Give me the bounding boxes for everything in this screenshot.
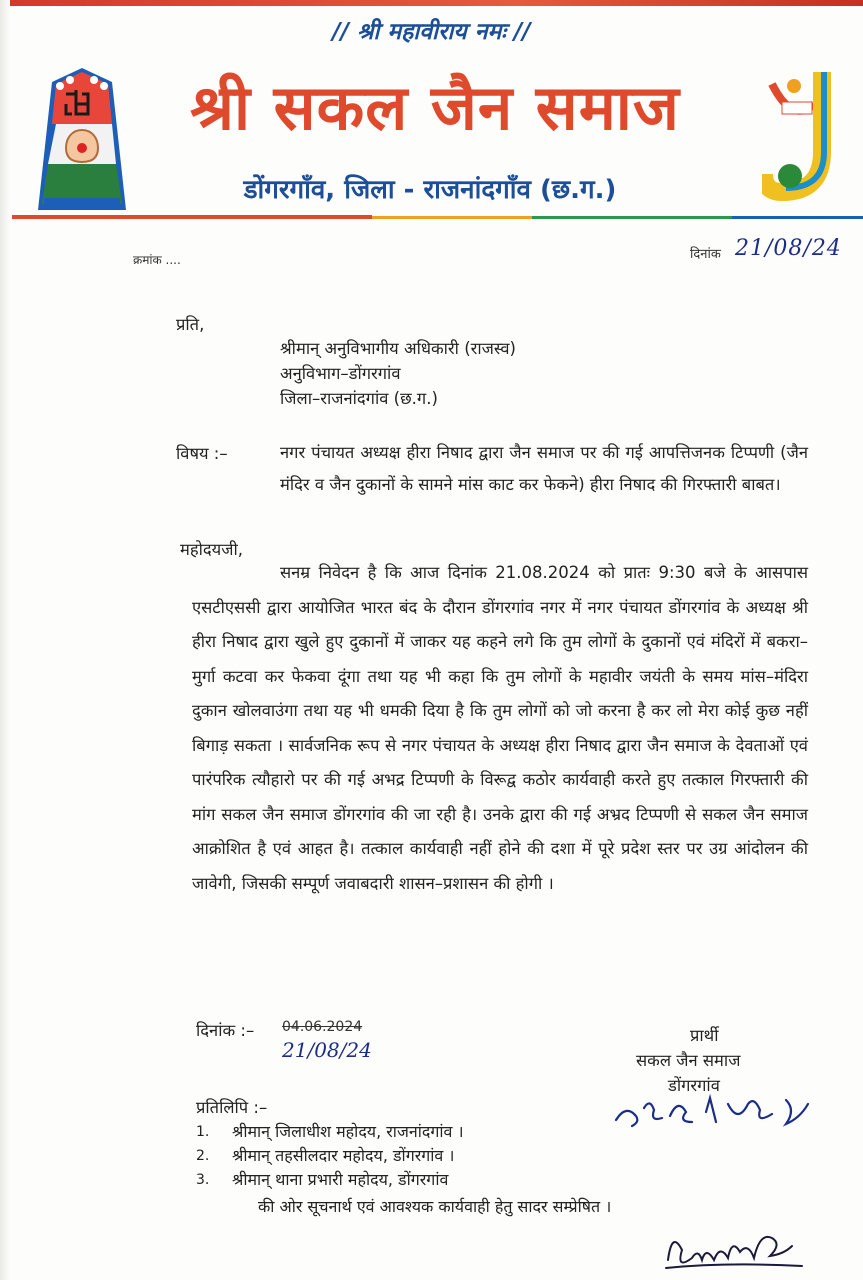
date-label: दिनांक [690, 247, 721, 262]
applicant-label: प्रार्थी [690, 1026, 719, 1045]
second-signature [660, 1220, 810, 1276]
subject-label: विषय :– [176, 444, 228, 463]
closing-handwritten-date: 21/08/24 [282, 1038, 372, 1062]
header-divider [12, 214, 863, 222]
closing-date-label: दिनांक :– [196, 1021, 255, 1040]
body-paragraph: सनम्र निवेदन है कि आज दिनांक 21.08.2024 को प्रातः 9:30 बजे के आसपास एसटीएससी द्वारा आयोजित भारत बंद के दौरान डोंगरगांव नगर में नगर पंचायत डोंगरगांव के अध्यक्ष श्री हीरा निषाद द्वारा खुले हुए दुकानों में जाकर यह कहने लगे कि तुम लोगों के दुकानों एवं मंदिरों में बकरा–मुर्गा कटवा कर फेकवा दूंगा तथा यह भी कहा कि तुम लोगों के महावीर जयंती के समय मांस–मंदिरा दुकान खोलवाउंगा तथा यह भी धमकी दिया है कि तुम लोगों को जो करना है कर लो मेरा कोई कुछ नहीं बिगाड़ सकता । सार्वजनिक रूप से नगर पंचायत के अध्यक्ष हीरा निषाद द्वारा जैन समाज के देवताओं एवं पारंपरिक त्यौहारो पर की गई अभद्र टिप्पणी के विरूद्व कठोर कार्यवाही करते हुए तत्काल गिरफ्तारी की मांग सकल जैन समाज डोंगरगांव की जा रही है। उनके द्वारा की गई अभ्रद टिप्पणी से सकल जैन समाज आक्रोशित है एवं आहत है। तत्काल कार्यवाही नहीं होने की दशा में पूरे प्रदेश स्तर पर उग्र आंदोलन की जावेगी, जिसकी सम्पूर्ण जवाबदारी शासन–प्रशासन की होगी । [192, 563, 808, 893]
organization-name: श्री सकल जैन समाज [190, 71, 680, 144]
copy-item: श्रीमान् थाना प्रभारी महोदय, डोंगरगांव [232, 1170, 449, 1189]
applicant-organization: सकल जैन समाज [636, 1051, 741, 1070]
top-edge [0, 0, 863, 6]
jain-emblem-left-logo [36, 64, 128, 216]
salutation: महोदयजी, [180, 540, 243, 559]
applicant-signature [610, 1090, 830, 1136]
struck-printed-date: 04.06.2024 [282, 1019, 363, 1035]
copy-number: 2. [196, 1148, 210, 1164]
handwritten-date: 21/08/24 [735, 236, 842, 261]
recipient-line-3: जिला–राजनांदगांव (छ.ग.) [280, 389, 438, 408]
forward-note: की ओर सूचनार्थ एवं आवश्यक कार्यवाही हेतु सादर सम्प्रेषित । [258, 1197, 612, 1216]
recipient-to: प्रति, [176, 315, 205, 334]
copy-number: 1. [196, 1124, 210, 1140]
jain-samaj-right-logo [762, 66, 862, 210]
copy-to-label: प्रतिलिपि :– [196, 1098, 268, 1117]
recipient-line-1: श्रीमान् अनुविभागीय अधिकारी (राजस्व) [280, 339, 516, 358]
copy-item: श्रीमान् तहसीलदार महोदय, डोंगरगांव । [232, 1146, 455, 1165]
reference-number-label: क्रमांक .... [133, 253, 181, 267]
subject-text: नगर पंचायत अध्यक्ष हीरा निषाद द्वारा जैन समाज पर की गई आपत्तिजनक टिप्पणी (जैन मंदिर व जैन दुकानों के सामने मांस काट कर फेकने) हीरा निषाद की गिरफ्तारी बाबत। [280, 443, 808, 494]
organization-address: डोंगरगाँव, जिला - राजनांदगाँव (छ.ग.) [243, 175, 617, 205]
left-edge-shadow [0, 0, 10, 1280]
invocation-line: // श्री महावीराय नमः // [332, 19, 531, 45]
copy-item: श्रीमान् जिलाधीश महोदय, राजनांदगांव । [232, 1122, 464, 1141]
copy-number: 3. [196, 1172, 210, 1188]
applicant-place: डोंगरगांव [668, 1076, 720, 1095]
recipient-line-2: अनुविभाग–डोंगरगांव [280, 364, 401, 383]
